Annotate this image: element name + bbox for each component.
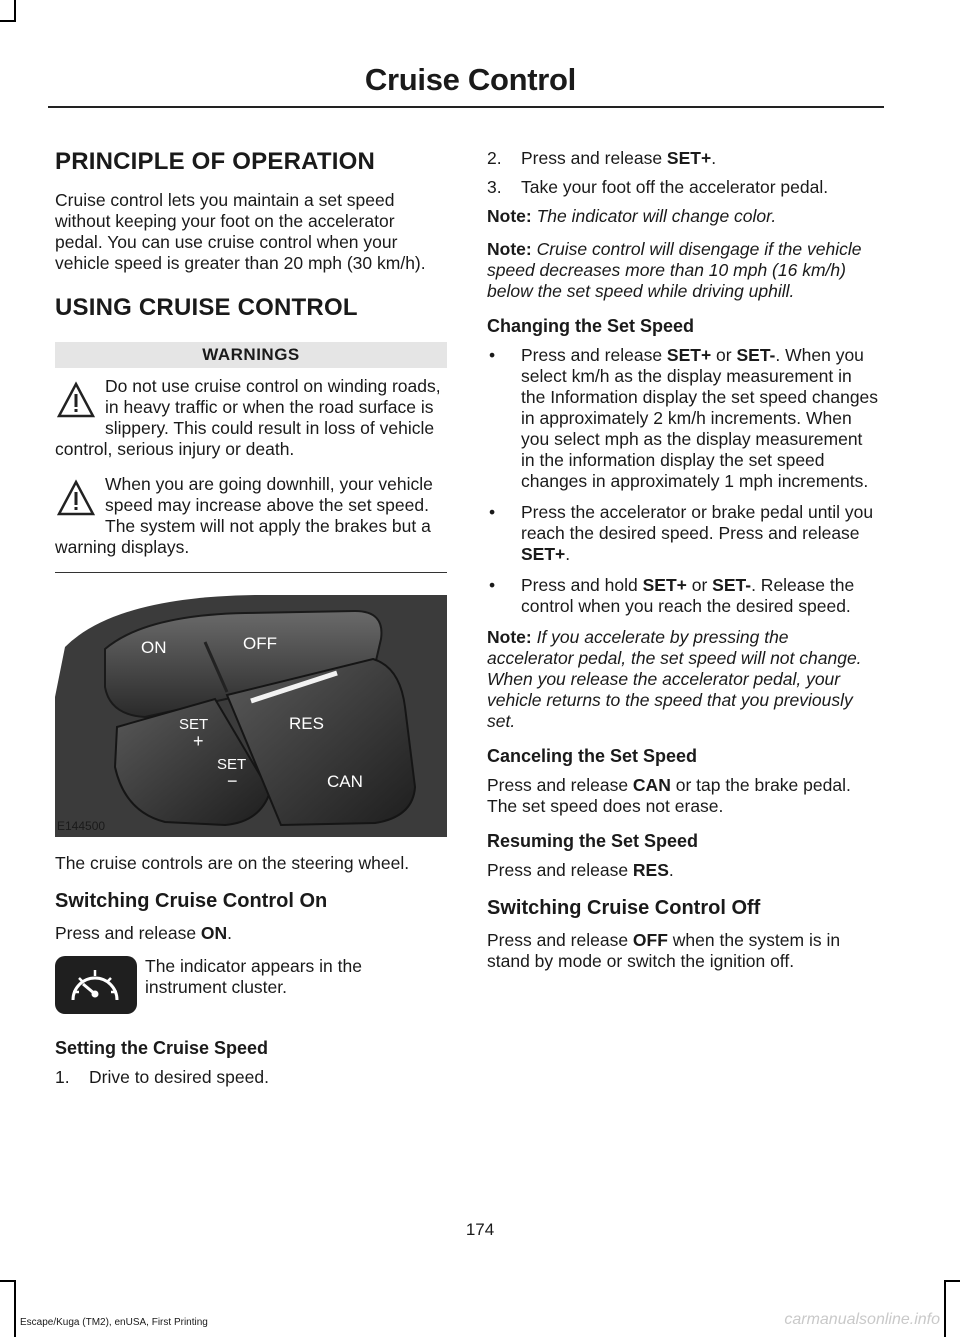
warning-triangle-icon: [55, 476, 97, 522]
note-text: The indicator will change color.: [536, 206, 777, 226]
btn-res-label: RES: [289, 714, 324, 733]
btn-set-minus-label: SET: [217, 756, 247, 773]
paragraph-canceling: [487, 775, 879, 817]
key-set-minus: SET-: [736, 345, 776, 365]
steps-list-right: [487, 148, 879, 198]
changing-bullets: [487, 345, 879, 617]
bullet: •: [489, 502, 496, 522]
list-item: [487, 148, 879, 169]
key-off: OFF: [632, 930, 668, 950]
text-span: . When you select km/h as the display measurement in the Information display the set speed changes in approximately 2 km/h increments. When you select mph as the display measurement in the information display the set speed changes in approximately 1 mph increments.: [521, 345, 879, 491]
key-set-plus: SET+: [521, 544, 566, 564]
crop-mark: [0, 20, 16, 22]
warning-block: [55, 474, 447, 558]
edition-footer: Escape/Kuga (TM2), enUSA, First Printing: [20, 1317, 208, 1328]
note-block: [487, 206, 879, 227]
plus-icon: +: [193, 731, 204, 751]
heading-switch-off: Switching Cruise Control Off: [487, 897, 761, 919]
key-set-plus: SET+: [642, 575, 687, 595]
text-span: Press and release: [521, 345, 667, 365]
step-text: Drive to desired speed.: [89, 1067, 269, 1087]
bullet: •: [489, 575, 496, 595]
steering-wheel-controls-image: [55, 587, 447, 837]
key-set-plus: SET+: [666, 148, 712, 168]
heading-switch-on: Switching Cruise Control On: [55, 890, 328, 912]
heading-canceling: Canceling the Set Speed: [487, 746, 698, 766]
step-number: 3.: [487, 177, 502, 197]
header-divider: [48, 106, 884, 108]
page-title: Cruise Control: [364, 62, 576, 97]
paragraph-switch-off: [487, 930, 879, 972]
step-number: 1.: [55, 1067, 70, 1087]
heading-using: USING CRUISE CONTROL: [55, 294, 358, 321]
list-item: [487, 177, 879, 198]
note-block: [487, 239, 879, 302]
left-column: [55, 140, 447, 1096]
text-span: or: [686, 575, 713, 595]
section-divider: [55, 572, 447, 573]
warnings-header: WARNINGS: [55, 342, 447, 368]
figure-code: E144500: [57, 819, 106, 833]
warning-triangle-icon: [55, 378, 97, 424]
crop-mark: [14, 0, 16, 20]
key-res: RES: [632, 860, 669, 880]
list-item: [55, 1067, 447, 1088]
text-span: Press and release: [487, 860, 633, 880]
text-span: Press the accelerator or brake pedal until you reach the desired speed. Press and release: [521, 502, 874, 543]
note-label: Note:: [487, 206, 532, 226]
cruise-indicator-icon: [55, 956, 137, 1014]
warning-text: When you are going downhill, your vehicle speed may increase above the set speed. The system will not apply the brakes but a warning displays.: [55, 474, 433, 557]
step-number: 2.: [487, 148, 502, 168]
btn-can-label: CAN: [327, 772, 363, 791]
text-span: Press and release: [55, 923, 201, 943]
key-on: ON: [200, 923, 228, 943]
crop-mark: [14, 1280, 16, 1337]
key-set-plus: SET+: [666, 345, 712, 365]
text-span: .: [565, 544, 571, 564]
heading-principle: PRINCIPLE OF OPERATION: [55, 148, 375, 175]
text-span: .: [668, 860, 674, 880]
text-span: Press and hold: [521, 575, 643, 595]
crop-mark: [944, 1280, 960, 1282]
note-label: Note:: [487, 627, 532, 647]
list-item: [487, 345, 879, 492]
note-text: Cruise control will disengage if the vehicle speed decreases more than 10 mph (16 km/h) below the set speed while driving uphill.: [487, 239, 862, 301]
text-span: .: [711, 148, 717, 168]
text-span: or: [711, 345, 737, 365]
paragraph-switch-on: [55, 923, 447, 944]
list-item: [487, 575, 879, 617]
list-item: [487, 502, 879, 565]
text-span: . Release the control when you reach the desired speed.: [521, 575, 855, 616]
btn-off-label: OFF: [243, 634, 277, 653]
right-column: [487, 148, 879, 984]
note-label: Note:: [487, 239, 532, 259]
watermark: carmanualsonline.info: [784, 1311, 940, 1328]
heading-changing: Changing the Set Speed: [487, 316, 695, 336]
key-set-minus: SET-: [712, 575, 752, 595]
steps-list-left: [55, 1067, 447, 1088]
crop-mark: [944, 1280, 946, 1337]
warning-block: [55, 376, 447, 460]
paragraph-location: The cruise controls are on the steering wheel.: [55, 853, 410, 873]
text-span: .: [227, 923, 233, 943]
text-span: Press and release: [487, 930, 633, 950]
btn-on-label: ON: [141, 638, 167, 657]
page-number: 174: [465, 1220, 495, 1239]
text-span: when the system is in stand by mode or switch the ignition off.: [487, 930, 841, 971]
text-span: Press and release: [521, 148, 667, 168]
heading-setting: Setting the Cruise Speed: [55, 1038, 269, 1058]
key-can: CAN: [632, 775, 671, 795]
cruise-control-buttons-figure: [55, 587, 447, 837]
bullet: •: [489, 345, 496, 365]
note-block: [487, 627, 879, 732]
text-span: Press and release: [487, 775, 633, 795]
paragraph-resuming: [487, 860, 879, 881]
text-span: or tap the brake pedal. The set speed does not erase.: [487, 775, 851, 816]
btn-set-plus-label: SET: [179, 716, 209, 733]
indicator-row: [55, 956, 447, 1016]
indicator-text: The indicator appears in the instrument cluster.: [145, 956, 362, 997]
heading-resuming: Resuming the Set Speed: [487, 831, 699, 851]
note-text: If you accelerate by pressing the accelerator pedal, the set speed will not change. When you release the accelerator pedal, your vehicle returns to the speed that you previously set.: [487, 627, 862, 731]
crop-mark: [0, 1280, 16, 1282]
paragraph-principle: Cruise control lets you maintain a set speed without keeping your foot on the accelerator pedal. You can use cruise control when your vehicle speed is greater than 20 mph (30 km/h).: [55, 190, 426, 273]
step-text: Take your foot off the accelerator pedal.: [521, 177, 829, 197]
minus-icon: −: [227, 771, 238, 791]
warning-text: Do not use cruise control on winding roads, in heavy traffic or when the road surface is slippery. This could result in loss of vehicle control, serious injury or death.: [55, 376, 441, 459]
